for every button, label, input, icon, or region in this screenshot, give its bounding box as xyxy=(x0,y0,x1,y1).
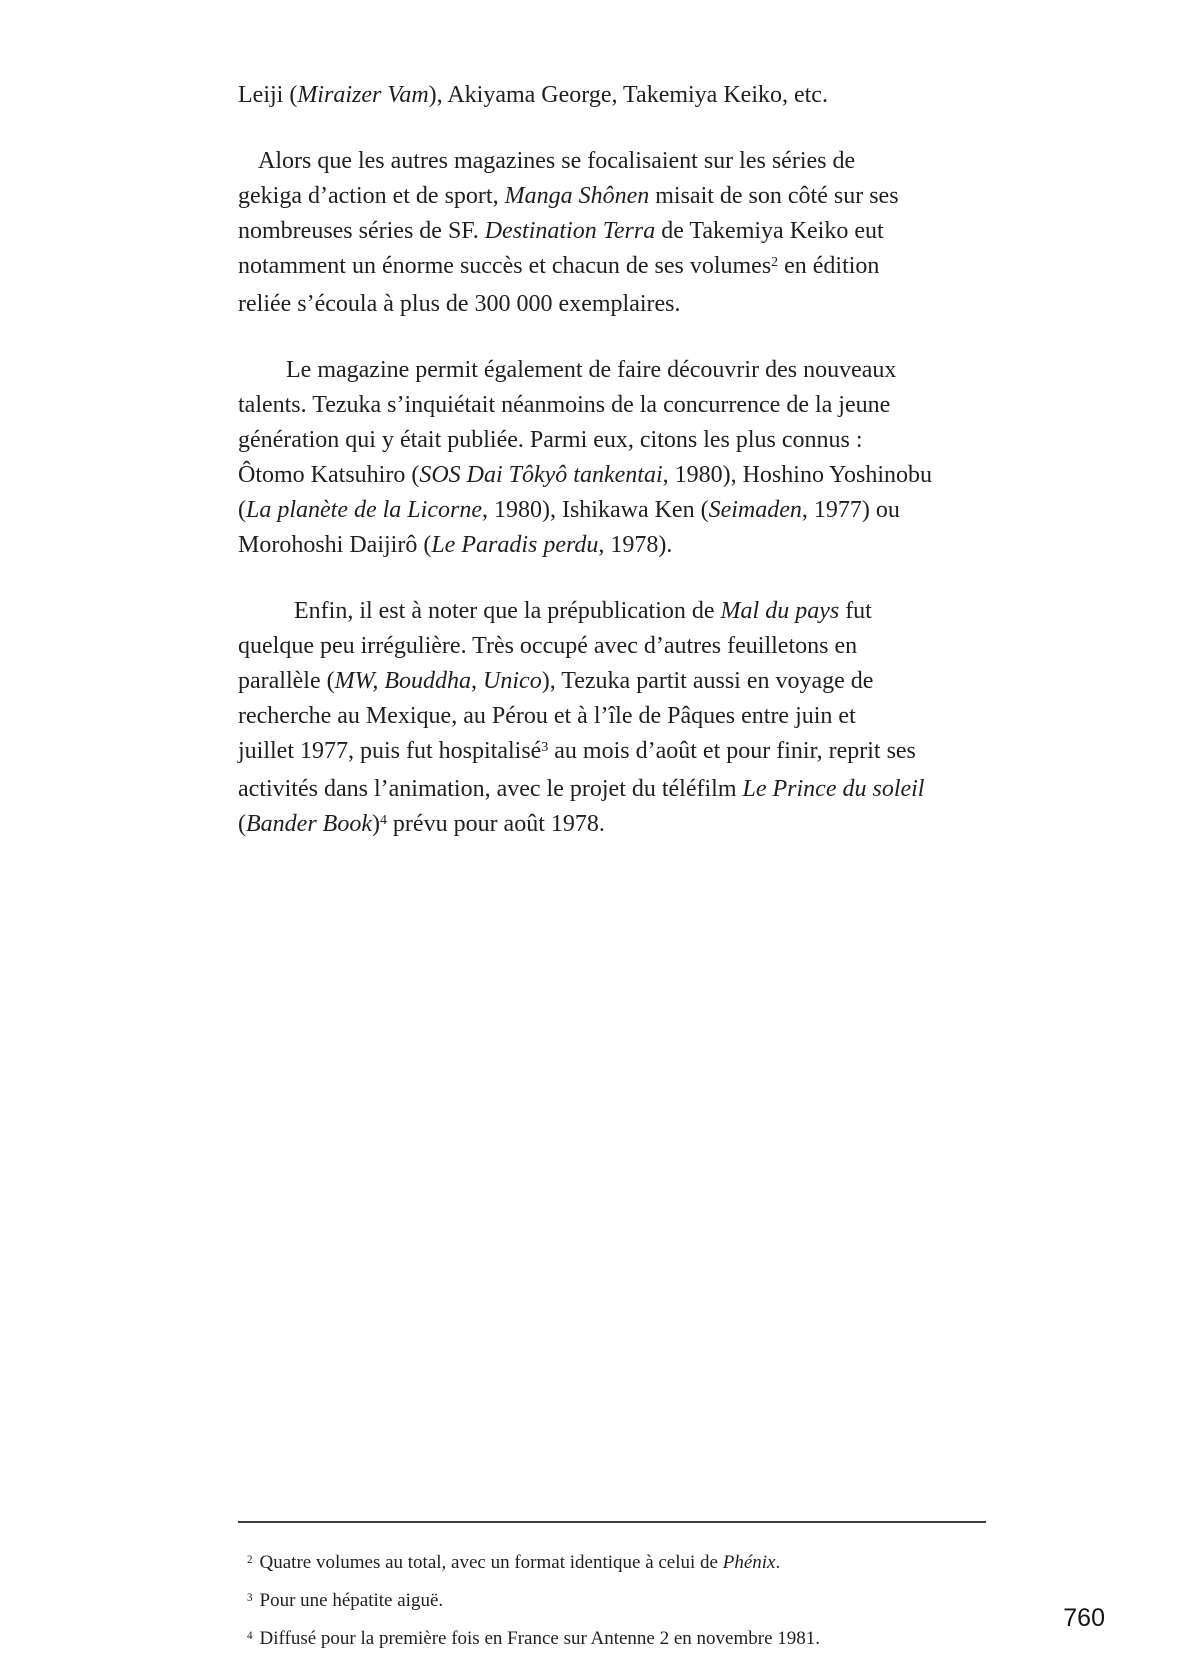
footnote-reference: 4 xyxy=(379,813,387,829)
text-segment: recherche au Mexique, au Pérou et à l’île de Pâques entre juin et xyxy=(238,703,856,729)
italic-title: Miraizer Vam xyxy=(297,82,429,108)
text-segment: en édition xyxy=(778,253,880,279)
text-segment: Alors que les autres magazines se focalisaient sur les séries de xyxy=(258,148,856,174)
text-segment: reliée s’écoula à plus de 300 000 exemplaires. xyxy=(238,291,681,317)
text-line xyxy=(238,734,986,772)
text-segment: génération qui y était publiée. Parmi eux, citons les plus connus : xyxy=(238,427,863,453)
paragraph xyxy=(238,144,986,322)
italic-title: MW, Bouddha, Unico xyxy=(334,668,542,694)
italic-title: Le Paradis perdu xyxy=(431,532,599,558)
text-segment: , 1980), Hoshino Yoshinobu xyxy=(662,462,932,488)
text-line xyxy=(238,423,986,458)
italic-title: Seimaden xyxy=(708,497,802,523)
text-line xyxy=(238,388,986,423)
text-line xyxy=(238,249,986,287)
footnote xyxy=(247,1621,987,1659)
footnote xyxy=(247,1545,987,1583)
footnote xyxy=(247,1583,987,1621)
text-segment: . xyxy=(775,1552,781,1573)
text-segment: fut xyxy=(839,598,872,624)
text-segment: Leiji ( xyxy=(238,82,298,108)
text-line xyxy=(238,493,986,528)
italic-title: La planète de la Licorne xyxy=(246,497,482,523)
text-segment: Morohoshi Daijirô ( xyxy=(238,532,432,558)
italic-title: Phénix xyxy=(722,1552,776,1573)
italic-title: Manga Shônen xyxy=(504,183,650,209)
text-segment: parallèle ( xyxy=(238,668,335,694)
body-text xyxy=(238,78,986,845)
text-segment: gekiga d’action et de sport, xyxy=(238,183,505,209)
text-segment: Enfin, il est à noter que la prépublication de xyxy=(294,598,721,624)
text-segment: Pour une hépatite aiguë. xyxy=(259,1590,444,1611)
text-line xyxy=(238,772,986,807)
text-segment: talents. Tezuka s’inquiétait néanmoins de la concurrence de la jeune xyxy=(238,392,891,418)
text-line xyxy=(238,287,986,322)
text-line xyxy=(238,629,986,664)
footnote-rule xyxy=(238,1521,986,1523)
text-line xyxy=(238,594,986,629)
text-segment: Le magazine permit également de faire découvrir des nouveaux xyxy=(286,357,897,383)
text-segment: nombreuses séries de SF. xyxy=(238,218,485,244)
text-segment: ), Tezuka partit aussi en voyage de xyxy=(541,668,874,694)
text-line xyxy=(238,179,986,214)
text-segment: juillet 1977, puis fut hospitalisé xyxy=(238,738,542,764)
text-line xyxy=(238,807,986,845)
text-line xyxy=(238,699,986,734)
text-line xyxy=(238,458,986,493)
paragraph xyxy=(238,594,986,845)
text-line xyxy=(238,214,986,249)
italic-title: Mal du pays xyxy=(720,598,840,624)
text-segment: notamment un énorme succès et chacun de ses volumes xyxy=(238,253,772,279)
paragraph xyxy=(238,78,986,113)
text-segment: ), Akiyama George, Takemiya Keiko, etc. xyxy=(428,82,828,108)
footnote-marker: 2 xyxy=(247,1553,253,1566)
text-segment: ) xyxy=(371,811,380,837)
paragraph xyxy=(238,353,986,563)
text-segment: prévu pour août 1978. xyxy=(386,811,605,837)
text-segment: Quatre volumes au total, avec un format identique à celui de xyxy=(259,1552,723,1573)
page-number: 760 xyxy=(1063,1604,1105,1632)
text-line xyxy=(238,144,986,179)
italic-title: Le Prince du soleil xyxy=(742,776,925,802)
text-line xyxy=(238,528,986,563)
text-segment: activités dans l’animation, avec le projet du téléfilm xyxy=(238,776,743,802)
text-segment: , 1978). xyxy=(598,532,673,558)
text-segment: ( xyxy=(238,811,246,837)
text-segment: quelque peu irrégulière. Très occupé avec d’autres feuilletons en xyxy=(238,633,858,659)
text-segment: de Takemiya Keiko eut xyxy=(655,218,884,244)
text-line xyxy=(238,353,986,388)
italic-title: SOS Dai Tôkyô tankentai xyxy=(419,462,663,488)
text-segment: au mois d’août et pour finir, reprit ses xyxy=(548,738,916,764)
italic-title: Bander Book xyxy=(246,811,372,837)
footnote-reference: 2 xyxy=(771,255,779,271)
footnote-marker: 4 xyxy=(247,1629,253,1642)
footnote-marker: 3 xyxy=(247,1591,253,1604)
text-segment: , 1980), Ishikawa Ken ( xyxy=(481,497,709,523)
text-line xyxy=(238,78,986,113)
footnote-reference: 3 xyxy=(541,740,549,756)
text-segment: , 1977) ou xyxy=(801,497,900,523)
text-line xyxy=(238,664,986,699)
italic-title: Destination Terra xyxy=(484,218,656,244)
text-segment: ( xyxy=(238,497,246,523)
text-segment: misait de son côté sur ses xyxy=(649,183,899,209)
text-segment: Ôtomo Katsuhiro ( xyxy=(238,462,420,488)
text-segment: Diffusé pour la première fois en France sur Antenne 2 en novembre 1981. xyxy=(259,1628,821,1649)
footnotes xyxy=(247,1545,987,1659)
